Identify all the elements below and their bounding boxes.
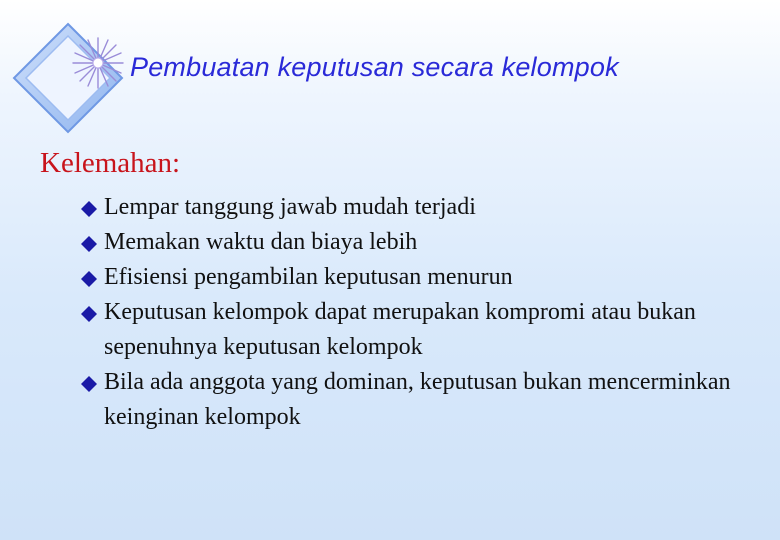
diamond-bullet-icon (80, 235, 98, 253)
section-heading: Kelemahan: (40, 147, 181, 179)
bullet-text: Bila ada anggota yang dominan, keputusan bukan mencerminkan keinginan kelompok (104, 369, 731, 430)
diamond-bullet-icon (80, 375, 98, 393)
bullet-text: Efisiensi pengambilan keputusan menurun (104, 264, 513, 290)
diamond-bullet-icon (80, 305, 98, 323)
list-item (80, 225, 740, 260)
bullet-list (80, 190, 740, 435)
slide-title: Pembuatan keputusan secara kelompok (130, 52, 619, 82)
diamond-bullet-icon (80, 200, 98, 218)
bullet-text: Keputusan kelompok dapat merupakan kompromi atau bukan sepenuhnya keputusan kelompok (104, 299, 696, 360)
bullet-text: Lempar tanggung jawab mudah terjadi (104, 194, 476, 220)
diamond-star-logo-icon (10, 16, 140, 146)
list-item (80, 365, 740, 435)
list-item (80, 190, 740, 225)
diamond-bullet-icon (80, 270, 98, 288)
list-item (80, 295, 740, 365)
list-item (80, 260, 740, 295)
bullet-text: Memakan waktu dan biaya lebih (104, 229, 418, 255)
